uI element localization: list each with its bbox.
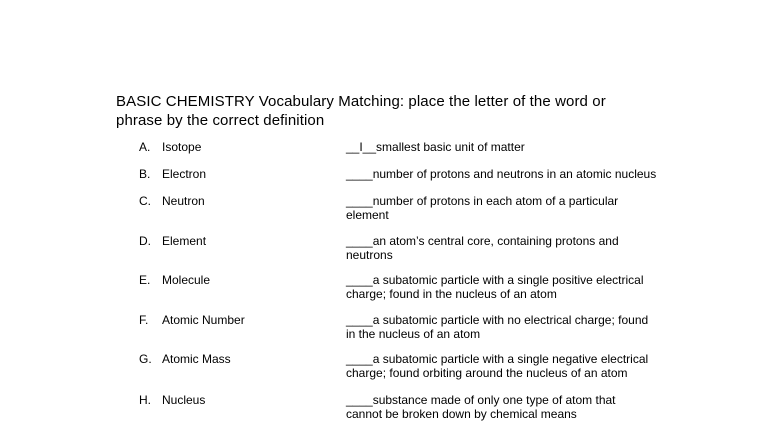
item-definition (346, 194, 676, 222)
definition-line: __I__smallest basic unit of matter (346, 140, 525, 154)
item-letter: A. (139, 140, 151, 154)
item-term: Element (162, 234, 207, 248)
definition-line: ____substance made of only one type of atom that (346, 393, 616, 407)
definition-line: ____number of protons and neutrons in an atomic nucleus (346, 167, 657, 181)
item-term: Nucleus (162, 393, 206, 407)
definition-line: charge; found orbiting around the nucleus of an atom (346, 366, 628, 380)
item-term: Neutron (162, 194, 205, 208)
item-definition (346, 352, 676, 380)
item-letter: E. (139, 273, 151, 287)
definition-line: ____a subatomic particle with no electrical charge; found (346, 313, 649, 327)
item-definition (346, 167, 676, 181)
item-definition (346, 140, 676, 154)
definition-line: neutrons (346, 248, 393, 262)
item-letter: G. (139, 352, 152, 366)
definition-line: ____a subatomic particle with a single negative electrical (346, 352, 649, 366)
item-term: Atomic Mass (162, 352, 231, 366)
item-definition (346, 273, 676, 301)
definition-line: element (346, 208, 389, 222)
definition-line: ____number of protons in each atom of a particular (346, 194, 619, 208)
title-line: phrase by the correct definition (116, 112, 325, 129)
item-definition (346, 234, 676, 262)
definition-line: ____a subatomic particle with a single positive electrical (346, 273, 644, 287)
item-letter: F. (139, 313, 149, 327)
item-definition (346, 393, 676, 421)
definition-line: ____an atom’s central core, containing protons and (346, 234, 619, 248)
item-definition (346, 313, 676, 341)
definition-line: cannot be broken down by chemical means (346, 407, 577, 421)
title-line: BASIC CHEMISTRY Vocabulary Matching: place the letter of the word or (116, 93, 606, 110)
item-term: Atomic Number (162, 313, 245, 327)
item-term: Isotope (162, 140, 202, 154)
item-term: Molecule (162, 273, 211, 287)
item-letter: C. (139, 194, 151, 208)
item-letter: D. (139, 234, 151, 248)
item-letter: B. (139, 167, 151, 181)
item-term: Electron (162, 167, 207, 181)
definition-line: in the nucleus of an atom (346, 327, 481, 341)
definition-line: charge; found in the nucleus of an atom (346, 287, 557, 301)
item-letter: H. (139, 393, 151, 407)
